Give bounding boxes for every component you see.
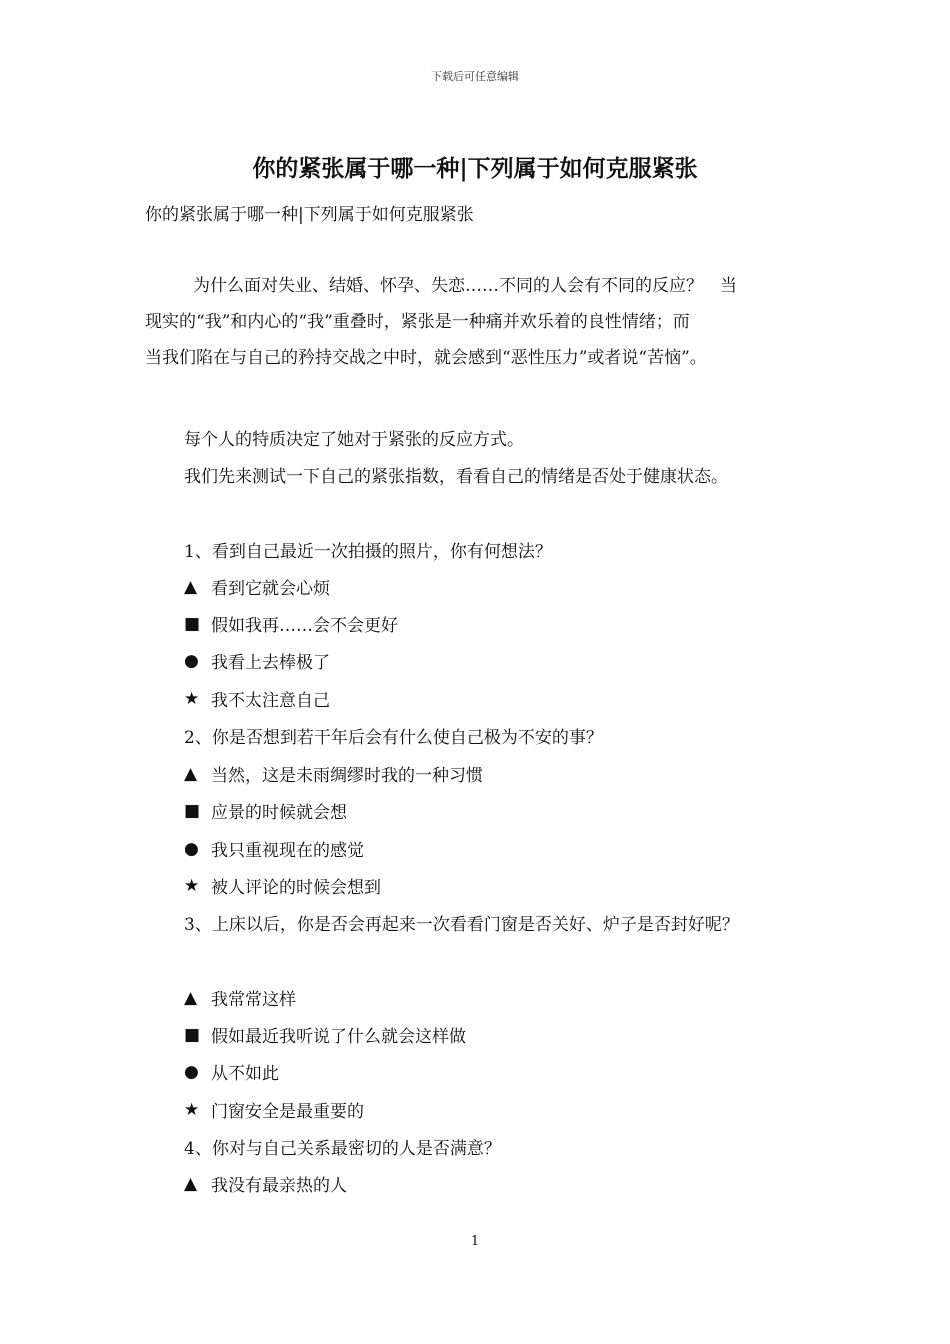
question-2-option-star [184, 873, 381, 898]
question-1-option-square [184, 611, 398, 636]
page-number: 1 [470, 1234, 480, 1249]
option-text: 从不如此 [211, 1064, 279, 1084]
square-icon: ■ [184, 613, 201, 634]
question-3: 3、上床以后，你是否会再起来一次看看门窗是否关好、炉子是否封好呢？ [184, 915, 739, 935]
circle-icon: ● [184, 838, 199, 859]
option-text: 门窗安全是最重要的 [211, 1102, 364, 1122]
intro-paragraph [145, 268, 835, 376]
question-1-option-circle [184, 648, 330, 673]
document-subtitle: 你的紧张属于哪一种|下列属于如何克服紧张 [145, 205, 474, 225]
star-icon: ★ [184, 1099, 200, 1120]
intro-line-3: 当我们陷在与自己的矜持交战之中时，就会感到“恶性压力”或者说“苦恼”。 [145, 348, 707, 368]
triangle-icon: ▲ [184, 987, 198, 1008]
option-text: 被人评论的时候会想到 [211, 878, 381, 898]
question-1-option-star [184, 686, 330, 711]
statement-traits: 每个人的特质决定了她对于紧张的反应方式。 [184, 430, 524, 450]
circle-icon: ● [184, 650, 199, 671]
intro-line-2: 现实的“我”和内心的“我”重叠时，紧张是一种痛并欢乐着的良性情绪；而 [145, 312, 690, 332]
option-text: 假如最近我听说了什么就会这样做 [211, 1027, 466, 1047]
question-3-option-square [184, 1022, 466, 1047]
option-text: 我常常这样 [211, 990, 296, 1010]
header-note: 下载后可任意编辑 [431, 70, 519, 83]
question-2-option-square [184, 798, 347, 823]
option-text: 我不太注意自己 [211, 691, 330, 711]
star-icon: ★ [184, 875, 200, 896]
square-icon: ■ [184, 1024, 201, 1045]
option-text: 当然，这是未雨绸缪时我的一种习惯 [211, 766, 483, 786]
question-3-option-circle [184, 1059, 279, 1084]
option-text: 我看上去棒极了 [211, 653, 330, 673]
question-3-option-star [184, 1097, 364, 1122]
circle-icon: ● [184, 1061, 199, 1082]
statement-test: 我们先来测试一下自己的紧张指数，看看自己的情绪是否处于健康状态。 [184, 467, 728, 487]
option-text: 看到它就会心烦 [211, 579, 330, 599]
triangle-icon: ▲ [184, 1173, 198, 1194]
question-4: 4、你对与自己关系最密切的人是否满意？ [184, 1139, 501, 1159]
option-text: 我没有最亲热的人 [211, 1176, 347, 1196]
star-icon: ★ [184, 688, 200, 709]
question-2-option-circle [184, 836, 364, 861]
question-3-option-triangle [184, 985, 296, 1010]
question-2-option-triangle [184, 761, 483, 786]
question-1: 1、看到自己最近一次拍摄的照片，你有何想法？ [184, 542, 552, 562]
triangle-icon: ▲ [184, 763, 198, 784]
question-2: 2、你是否想到若干年后会有什么使自己极为不安的事？ [184, 728, 603, 748]
option-text: 我只重视现在的感觉 [211, 841, 364, 861]
document-title: 你的紧张属于哪一种|下列属于如何克服紧张 [252, 155, 698, 182]
option-text: 应景的时候就会想 [211, 803, 347, 823]
option-text: 假如我再……会不会更好 [211, 616, 398, 636]
question-4-option-triangle [184, 1171, 347, 1196]
question-1-option-triangle [184, 574, 330, 599]
intro-line-1: 为什么面对失业、结婚、怀孕、失恋……不同的人会有不同的反应？ 当 [193, 276, 737, 296]
triangle-icon: ▲ [184, 576, 198, 597]
square-icon: ■ [184, 800, 201, 821]
